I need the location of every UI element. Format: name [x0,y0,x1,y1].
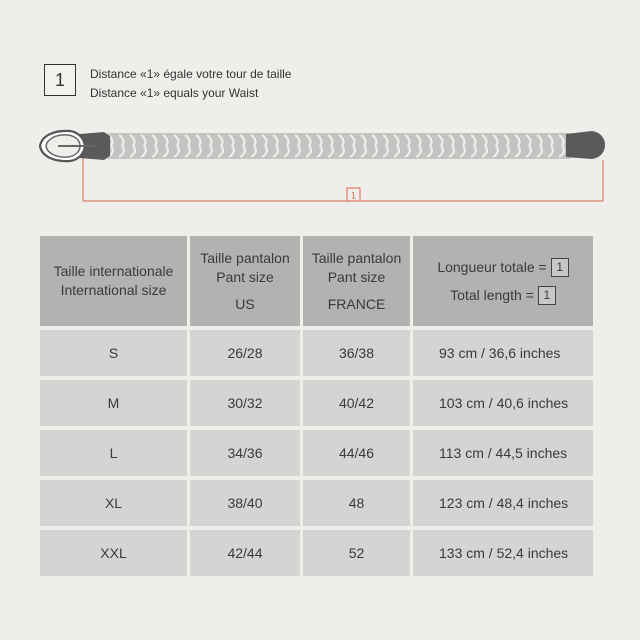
header-international-en: International size [60,282,167,298]
table-cell-length: 133 cm / 52,4 inches [413,530,593,576]
table-cell-france: 36/38 [303,330,410,376]
table-cell-france: 52 [303,530,410,576]
table-cell-us: 34/36 [190,430,300,476]
header-france-fr: Taille pantalon [311,249,402,266]
table-cell-intl: XL [40,480,187,526]
header-france-en: Pant size [327,268,386,285]
table-cell-length: 93 cm / 36,6 inches [413,330,593,376]
table-cell-us: 42/44 [190,530,300,576]
belt-strap [104,133,574,159]
header-length-en-row [450,285,556,305]
header-us-unit: US [235,295,255,312]
table-cell-us: 38/40 [190,480,300,526]
legend-text-fr: Distance «1» égale votre tour de taille [90,67,292,81]
table-cell-us: 26/28 [190,330,300,376]
table-cell-us: 30/32 [190,380,300,426]
measurement-marker: 1 [350,190,357,201]
table-cell-intl: L [40,430,187,476]
header-us [190,236,300,326]
legend-text-en: Distance «1» equals your Waist [90,86,259,100]
header-france [303,236,410,326]
header-france-unit: FRANCE [327,295,386,312]
table-cell-intl: M [40,380,187,426]
table-cell-france: 48 [303,480,410,526]
legend-number-box [44,64,76,96]
table-cell-length: 113 cm / 44,5 inches [413,430,593,476]
table-cell-intl: XXL [40,530,187,576]
header-international [40,236,187,326]
legend-number: 1 [54,69,65,90]
table-cell-length: 123 cm / 48,4 inches [413,480,593,526]
table-cell-france: 40/42 [303,380,410,426]
header-length-en-badge: 1 [538,286,556,305]
belt-illustration [0,120,640,210]
header-length-fr-badge: 1 [551,258,569,277]
header-us-en: Pant size [216,268,274,285]
header-length-fr: Longueur totale = [437,259,547,275]
table-cell-length: 103 cm / 40,6 inches [413,380,593,426]
measurement-line [83,158,603,201]
size-table [40,236,592,574]
header-length-en: Total length = [450,287,534,303]
header-international-fr: Taille internationale [53,263,174,279]
header-length-fr-row [437,257,568,277]
table-cell-intl: S [40,330,187,376]
belt-tip [566,131,605,159]
header-length [413,236,593,326]
header-us-fr: Taille pantalon [200,249,290,266]
table-cell-france: 44/46 [303,430,410,476]
